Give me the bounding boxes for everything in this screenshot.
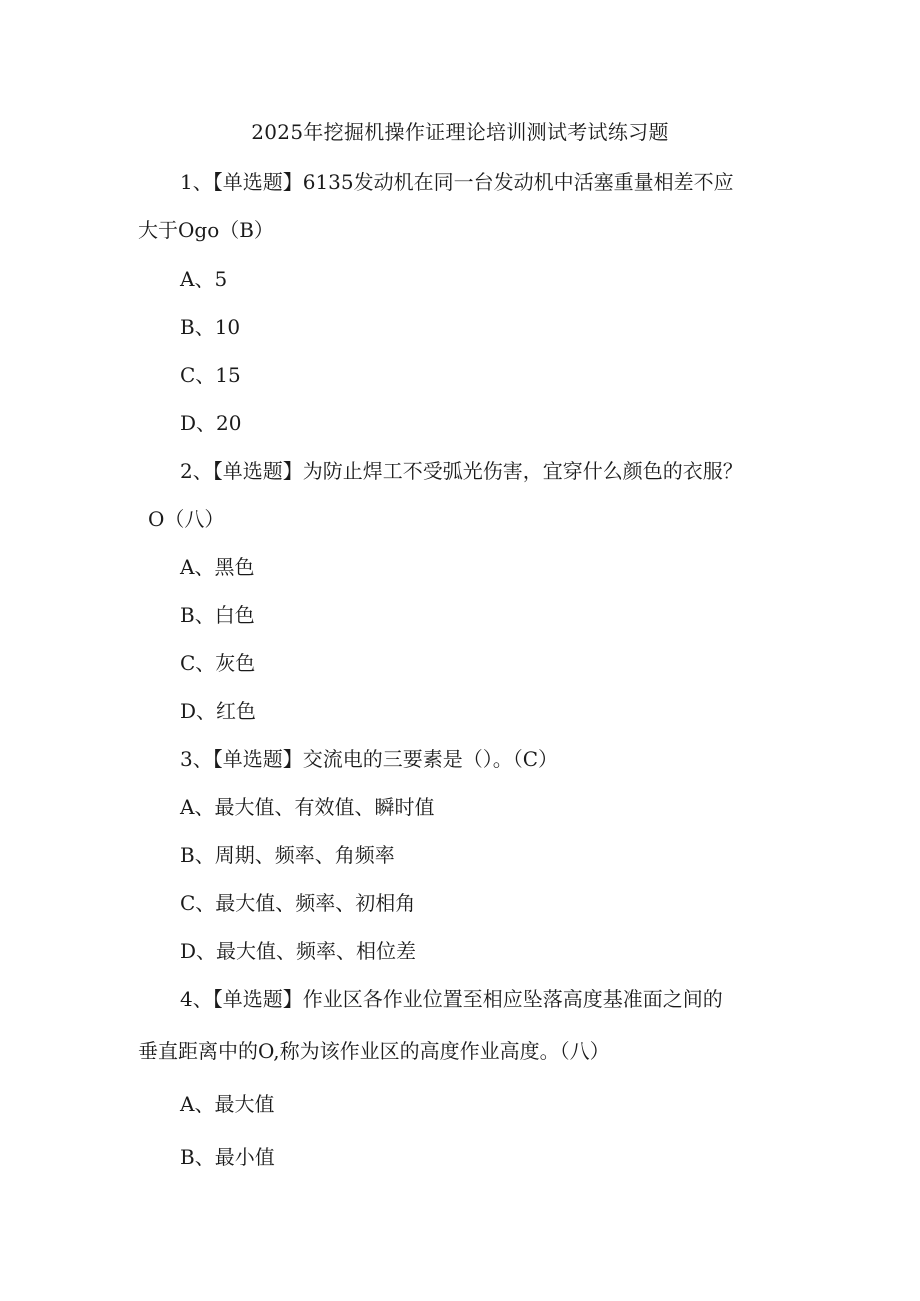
question-2-option-d: D、红色 bbox=[180, 699, 257, 723]
question-3-stem: 3、【单选题】交流电的三要素是（）。（C） bbox=[180, 747, 559, 771]
question-3-option-b: B、周期、频率、角频率 bbox=[180, 843, 395, 867]
question-4-stem: 4、【单选题】作业区各作业位置至相应坠落高度基准面之间的 bbox=[180, 987, 723, 1011]
question-4-stem-continued: 垂直距离中的O,称为该作业区的高度作业高度。（八） bbox=[138, 1039, 610, 1063]
question-4-option-b: B、最小值 bbox=[180, 1145, 275, 1169]
question-1-stem-continued: 大于Ogo（B） bbox=[138, 218, 274, 242]
question-2-option-c: C、灰色 bbox=[180, 651, 256, 675]
question-1-option-d: D、20 bbox=[180, 411, 242, 435]
question-2-stem: 2、【单选题】为防止焊工不受弧光伤害，宜穿什么颜色的衣服？ bbox=[180, 459, 743, 483]
question-1-option-c: C、15 bbox=[180, 363, 241, 387]
document-title: 2025年挖掘机操作证理论培训测试考试练习题 bbox=[251, 120, 669, 144]
question-3-option-d: D、最大值、频率、相位差 bbox=[180, 939, 417, 963]
question-4-option-a: A、最大值 bbox=[180, 1092, 275, 1116]
question-2-option-a: A、黑色 bbox=[180, 555, 255, 579]
question-3-option-c: C、最大值、频率、初相角 bbox=[180, 891, 416, 915]
question-3-option-a: A、最大值、有效值、瞬时值 bbox=[180, 795, 435, 819]
question-1-option-b: B、10 bbox=[180, 315, 241, 339]
question-1-option-a: A、5 bbox=[180, 267, 228, 291]
question-1-stem: 1、【单选题】6135发动机在同一台发动机中活塞重量相差不应 bbox=[180, 170, 734, 194]
question-2-option-b: B、白色 bbox=[180, 603, 255, 627]
question-2-stem-continued: O（八） bbox=[148, 507, 225, 531]
